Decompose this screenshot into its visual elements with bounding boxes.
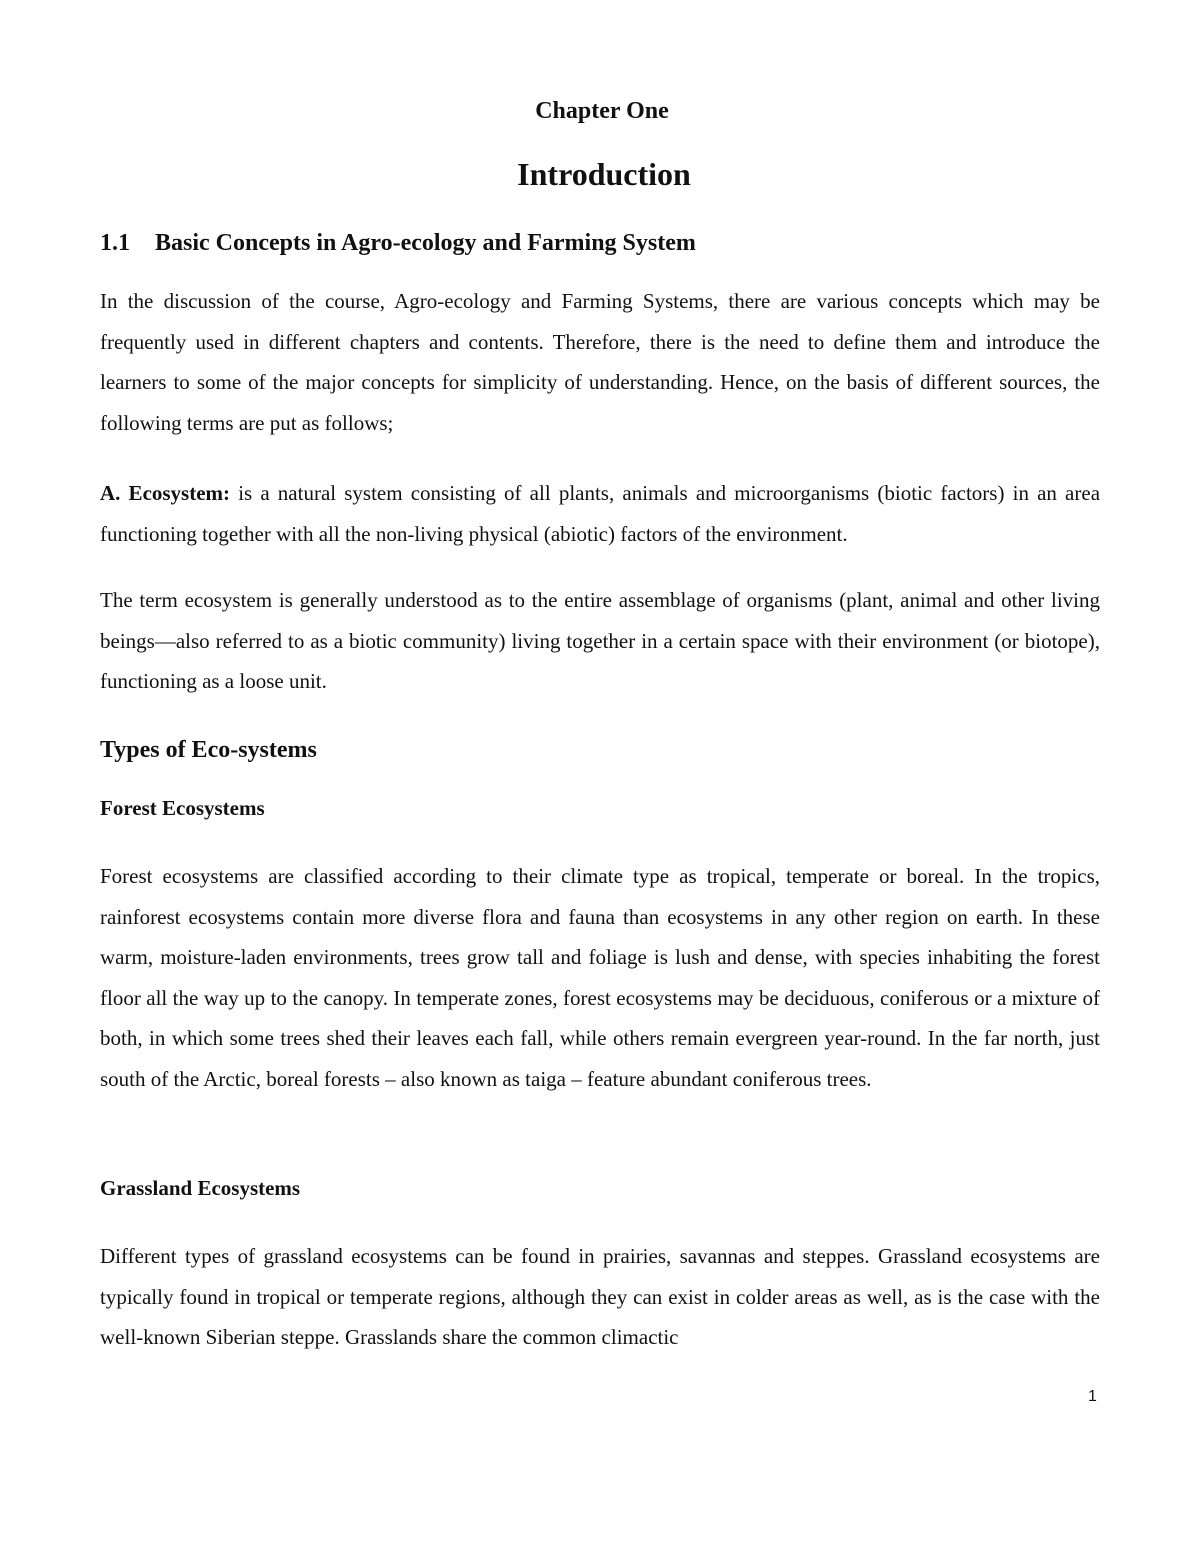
ecosystem-term: A. Ecosystem: — [100, 481, 231, 505]
ecosystem-paragraph: The term ecosystem is generally understood as to the entire assemblage of organisms (plant, animal and other living beings—also referred to as a biotic community) living together in a certain space with their environment (or biotope), functioning as a loose unit. — [100, 588, 1100, 693]
section-number: 1.1 — [100, 230, 130, 256]
ecosystem-definition-text: is a natural system consisting of all plants, animals and microorganisms (biotic factors) in an area functioning together with all the non-living physical (abiotic) factors of the environment. — [100, 481, 1101, 546]
types-heading: Types of Eco-systems — [100, 737, 317, 763]
ecosystem-definition — [100, 473, 1100, 554]
page-number: 1 — [1088, 1388, 1097, 1405]
chapter-label: Chapter One — [535, 98, 669, 124]
intro-paragraph: In the discussion of the course, Agro-ecology and Farming Systems, there are various concepts which may be frequently used in different chapters and contents. Therefore, there is the need to define them and introduce the learners to some of the major concepts for simplicity of understanding. Hence, on the basis of different sources, the following terms are put as follows; — [100, 289, 1100, 435]
grassland-paragraph: Different types of grassland ecosystems can be found in prairies, savannas and steppes. Grassland ecosystems are typically found in tropical or temperate regions, although they can exist in colder areas as well, as is the case with the well-known Siberian steppe. Grasslands share the common climactic — [100, 1244, 1100, 1349]
chapter-title: Introduction — [517, 156, 691, 192]
forest-paragraph: Forest ecosystems are classified according to their climate type as tropical, temperate or boreal. In the tropics, rainforest ecosystems contain more diverse flora and fauna than ecosystems in any other region on earth. In these warm, moisture-laden environments, trees grow tall and foliage is lush and dense, with species inhabiting the forest floor all the way up to the canopy. In temperate zones, forest ecosystems may be deciduous, coniferous or a mixture of both, in which some trees shed their leaves each fall, while others remain evergreen year-round. In the far north, just south of the Arctic, boreal forests – also known as taiga – feature abundant coniferous trees. — [100, 864, 1100, 1091]
section-title: Basic Concepts in Agro-ecology and Farming System — [155, 230, 696, 256]
grassland-heading: Grassland Ecosystems — [100, 1176, 301, 1200]
forest-heading: Forest Ecosystems — [100, 796, 265, 820]
section-heading — [100, 230, 696, 257]
